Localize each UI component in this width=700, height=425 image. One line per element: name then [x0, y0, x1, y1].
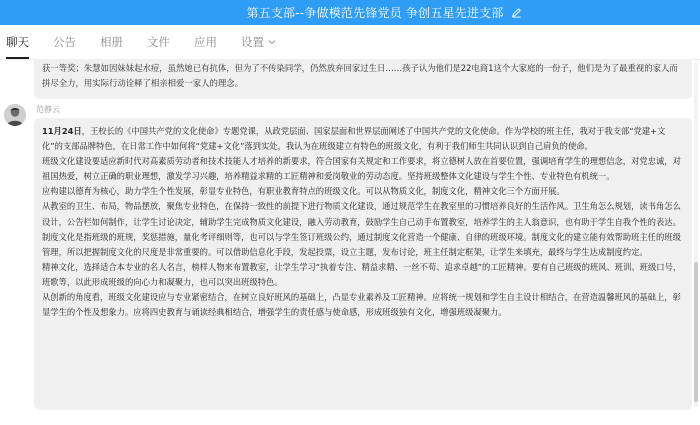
tab-label: 设置 [241, 35, 264, 49]
tab-bar [0, 25, 700, 60]
message-paragraph [42, 124, 684, 154]
pencil-icon[interactable] [510, 6, 524, 20]
message-paragraph: 精神文化，选择适合本专业的名人名言，榜样人物来布置教室，让学生学习“执着专注、精益求精、一丝不苟、追求卓越”的工匠精神。要有自己班级的班风、班训、班级口号，班歌等，以此形成班级的向心力和凝聚力，也可以突出班级特色。 [42, 261, 682, 287]
chat-scrollbar[interactable] [694, 62, 698, 407]
tab-label: 相册 [100, 35, 123, 49]
tab-album[interactable] [100, 25, 123, 59]
tab-files[interactable] [147, 25, 170, 59]
tab-label: 文件 [147, 35, 170, 49]
message-bubble-previous [34, 59, 692, 99]
message-paragraph: 从创新的角度看，班级文化建设应与专业紧密结合，在树立良好班风的基础上，凸显专业素养及工匠精神。应将统一规划和学生自主设计相结合，在营造温馨班风的基础上，彰显学生的个性及想象力。应将四史教育与诵读经典相结合，增强学生的责任感与使命感，形成班级独有文化，增强班级凝聚力。 [42, 292, 681, 318]
message-paragraph: 应构建以德育为核心，助力学生个性发展，彰显专业特色，有职业教育特点的班级文化。可以从物质文化，制度文化，精神文化三个方面开展。 [42, 186, 565, 197]
tab-label: 公告 [53, 35, 76, 49]
chat-title-bar [0, 0, 700, 25]
group-title: 第五支部--争做模范先锋党员 争创五星先进支部 [246, 6, 504, 20]
message-paragraph: 班级文化建设要适应新时代对高素质劳动者和技术技能人才培养的新要求，符合国家有关规定和工作要求，将立德树人放在首要位置，强调培育学生的理想信念，对党忠诚，对祖国热爱，树立正确的职业理想，激发学习兴趣，培养精益求精的工匠精神和爱岗敬业的劳动态度。坚持班级整体文化建设与学生个性、专业特色有机统一。 [42, 156, 681, 182]
paragraph-text: ，王校长的《中国共产党的文化使命》专题党课，从政党层面、国家层面和世界层面阐述了中国共产党的文化使命。作为学校的班主任，我对于我支部“党建+文化”的支部品牌特色，在日常工作中如何将“党建+文化”落到实处，我认为在班级建立有特色的班级文化，有利于我们师生共同认识到自己肩负的使命。 [42, 126, 666, 152]
message-bubble [34, 118, 692, 410]
tab-apps[interactable] [194, 25, 217, 59]
tab-announcements[interactable] [53, 25, 76, 59]
avatar-icon[interactable] [4, 104, 26, 126]
sender-name: 范静云 [36, 105, 60, 114]
message-text: 获一等奖；朱慧如因妹妹起水痘，虽然她已有抗体，但为了不传染同学，仍然放弃回家过生日……孩子认为他们是22电商1这个大家庭的一份子，他们是为了最重视的家人而拼尽全力，用实际行动诠释了相亲相爱一家人的理念。 [42, 63, 678, 88]
chevron-down-icon [268, 39, 276, 45]
tab-settings[interactable] [241, 25, 276, 59]
tab-label: 聊天 [6, 35, 29, 49]
tab-chat[interactable] [6, 25, 29, 59]
message-paragraph: 制度文化是指班级的班规，奖惩措施，量化考评细则等，也可以与学生签订班级公约，通过制度文化营造一个健康、自律的班级环境。制度文化的建立能有效帮助班主任的班级管理，所以把握制度文化的尺度是非常重要的。可以借助信息化手段，发起投票，设立主题，发布讨论，班主任制定框架，让学生来填充，最终与学生达成制度约定。 [42, 231, 681, 257]
tab-label: 应用 [194, 35, 217, 49]
message-paragraph: 从教室的卫生、布局，物品摆放，聚焦专业特色，在保持一致性的前提下进行物质文化建设，通过规范学生在教室里的习惯培养良好的生活作风。卫生角怎么规划，读书角怎么设计，公告栏如何制作，让学生讨论决定，辅助学生完成物质文化建设，融入劳动教育，鼓励学生自己动手布置教室，培养学生的主人翁意识，也有助于学生自我个性的表达。 [42, 201, 681, 227]
message-date: 11月24日 [42, 126, 82, 136]
